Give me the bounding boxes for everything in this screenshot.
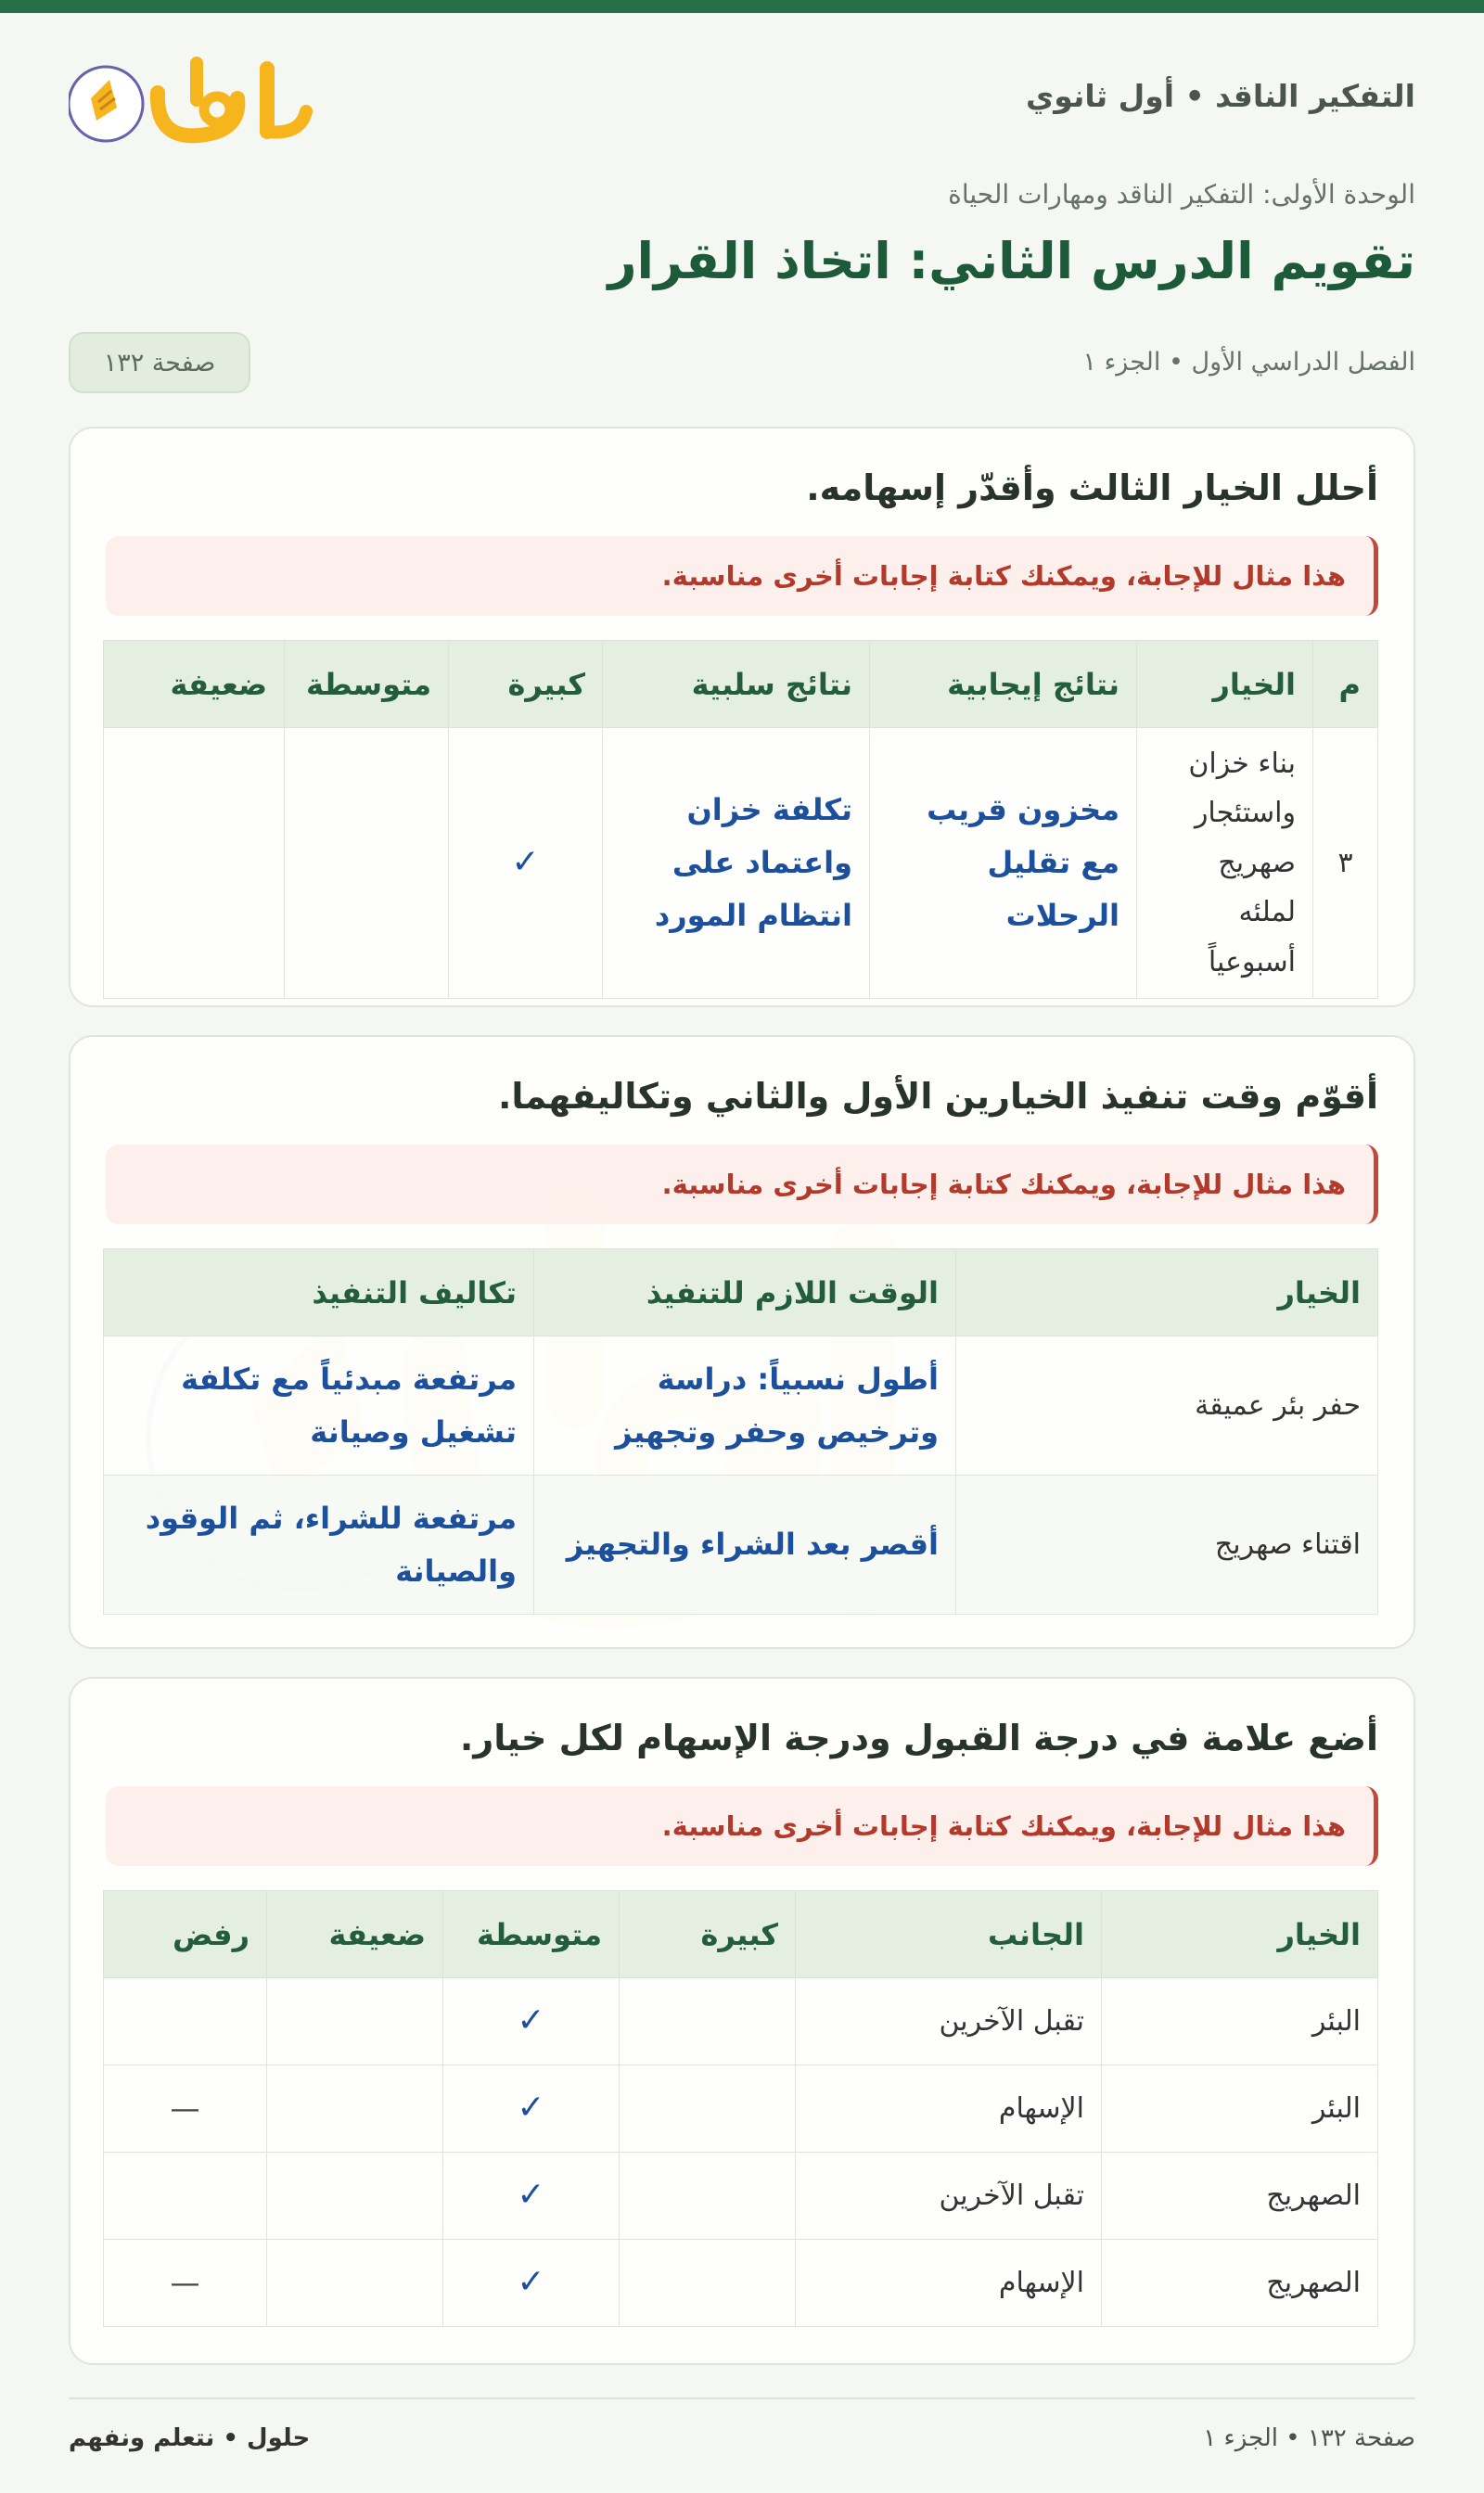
top-accent-bar xyxy=(0,0,1484,13)
table-header-row xyxy=(104,641,1378,728)
col-header: الخيار xyxy=(1102,1891,1378,1978)
question-card-3 xyxy=(69,1677,1415,2365)
col-header: الخيار xyxy=(956,1249,1378,1336)
aspect-cell: الإسهام xyxy=(796,2240,1102,2327)
table-header-row xyxy=(104,1249,1378,1336)
option-cell: اقتناء صهريج xyxy=(956,1476,1378,1615)
question-3-title: أضع علامة في درجة القبول ودرجة الإسهام لكل خيار. xyxy=(459,1718,1378,1758)
answer-note: هذا مثال للإجابة، ويمكنك كتابة إجابات أخرى مناسبة. xyxy=(106,536,1378,616)
col-header: الجانب xyxy=(796,1891,1102,1978)
empty-cell xyxy=(285,728,449,999)
answer-note: هذا مثال للإجابة، ويمكنك كتابة إجابات أخرى مناسبة. xyxy=(106,1144,1378,1224)
time-cost-table xyxy=(103,1248,1378,1615)
analysis-table xyxy=(103,640,1378,999)
col-header: تكاليف التنفيذ xyxy=(104,1249,534,1336)
positive-results-cell: مخزون قريب مع تقليل الرحلات xyxy=(870,728,1137,999)
option-cell: البئر xyxy=(1102,1978,1378,2065)
empty-cell xyxy=(267,2240,443,2327)
unit-subtitle: الوحدة الأولى: التفكير الناقد ومهارات الحياة xyxy=(948,179,1415,210)
cost-cell: مرتفعة مبدئياً مع تكلفة تشغيل وصيانة xyxy=(104,1336,534,1476)
page-title: تقويم الدرس الثاني: اتخاذ القرار xyxy=(608,232,1415,290)
col-header: ضعيفة xyxy=(104,641,285,728)
table-row xyxy=(104,1978,1378,2065)
table-row xyxy=(104,2065,1378,2153)
dash-mark: — xyxy=(104,2065,267,2153)
course-title: التفكير الناقد • أول ثانوي xyxy=(1026,78,1415,114)
option-cell: بناء خزان واستئجار صهريج لملئه أسبوعياً xyxy=(1137,728,1313,999)
page-header xyxy=(69,56,1415,148)
empty-cell xyxy=(620,2153,796,2240)
table-row xyxy=(104,2240,1378,2327)
col-header: ضعيفة xyxy=(267,1891,443,1978)
check-mark: ✓ xyxy=(443,2065,620,2153)
table-row xyxy=(104,1336,1378,1476)
col-header: نتائج إيجابية xyxy=(870,641,1137,728)
check-mark: ✓ xyxy=(443,1978,620,2065)
empty-cell xyxy=(104,1978,267,2065)
answer-note: هذا مثال للإجابة، ويمكنك كتابة إجابات أخرى مناسبة. xyxy=(106,1786,1378,1866)
col-header: م xyxy=(1313,641,1378,728)
footer-brand: حلول • نتعلم ونفهم xyxy=(69,2424,311,2452)
time-cell: أقصر بعد الشراء والتجهيز xyxy=(534,1476,956,1615)
option-cell: حفر بئر عميقة xyxy=(956,1336,1378,1476)
empty-cell xyxy=(267,1978,443,2065)
question-card-2 xyxy=(69,1035,1415,1649)
negative-results-cell: تكلفة خزان واعتماد على انتظام المورد xyxy=(603,728,870,999)
check-mark: ✓ xyxy=(443,2240,620,2327)
term-label: الفصل الدراسي الأول • الجزء ١ xyxy=(1082,348,1415,377)
empty-cell xyxy=(620,1978,796,2065)
empty-cell xyxy=(104,728,285,999)
empty-cell xyxy=(104,2153,267,2240)
option-cell: الصهريج xyxy=(1102,2153,1378,2240)
check-mark: ✓ xyxy=(443,2153,620,2240)
option-cell: البئر xyxy=(1102,2065,1378,2153)
col-header: نتائج سلبية xyxy=(603,641,870,728)
question-1-title: أحلل الخيار الثالث وأقدّر إسهامه. xyxy=(806,467,1378,508)
footer-page-info: صفحة ١٣٢ • الجزء ١ xyxy=(1203,2424,1415,2452)
col-header: كبيرة xyxy=(449,641,603,728)
acceptance-table xyxy=(103,1890,1378,2327)
dash-mark: — xyxy=(104,2240,267,2327)
page-badge: صفحة ١٣٢ xyxy=(69,332,250,393)
row-number: ٣ xyxy=(1313,728,1378,999)
table-row xyxy=(104,728,1378,999)
col-header: الوقت اللازم للتنفيذ xyxy=(534,1249,956,1336)
aspect-cell: تقبل الآخرين xyxy=(796,2153,1102,2240)
empty-cell xyxy=(267,2065,443,2153)
table-row xyxy=(104,1476,1378,1615)
option-cell: الصهريج xyxy=(1102,2240,1378,2327)
check-mark: ✓ xyxy=(449,728,603,999)
footer-divider xyxy=(69,2397,1415,2399)
table-header-row xyxy=(104,1891,1378,1978)
empty-cell xyxy=(620,2065,796,2153)
col-header: كبيرة xyxy=(620,1891,796,1978)
cost-cell: مرتفعة للشراء، ثم الوقود والصيانة xyxy=(104,1476,534,1615)
question-card-1 xyxy=(69,427,1415,1007)
empty-cell xyxy=(267,2153,443,2240)
table-row xyxy=(104,2153,1378,2240)
aspect-cell: الإسهام xyxy=(796,2065,1102,2153)
col-header: الخيار xyxy=(1137,641,1313,728)
col-header: متوسطة xyxy=(285,641,449,728)
empty-cell xyxy=(620,2240,796,2327)
hulul-logo xyxy=(69,56,319,148)
question-2-title: أقوّم وقت تنفيذ الخيارين الأول والثاني وتكاليفهما. xyxy=(497,1076,1378,1117)
aspect-cell: تقبل الآخرين xyxy=(796,1978,1102,2065)
col-header: رفض xyxy=(104,1891,267,1978)
col-header: متوسطة xyxy=(443,1891,620,1978)
time-cell: أطول نسبياً: دراسة وترخيص وحفر وتجهيز xyxy=(534,1336,956,1476)
